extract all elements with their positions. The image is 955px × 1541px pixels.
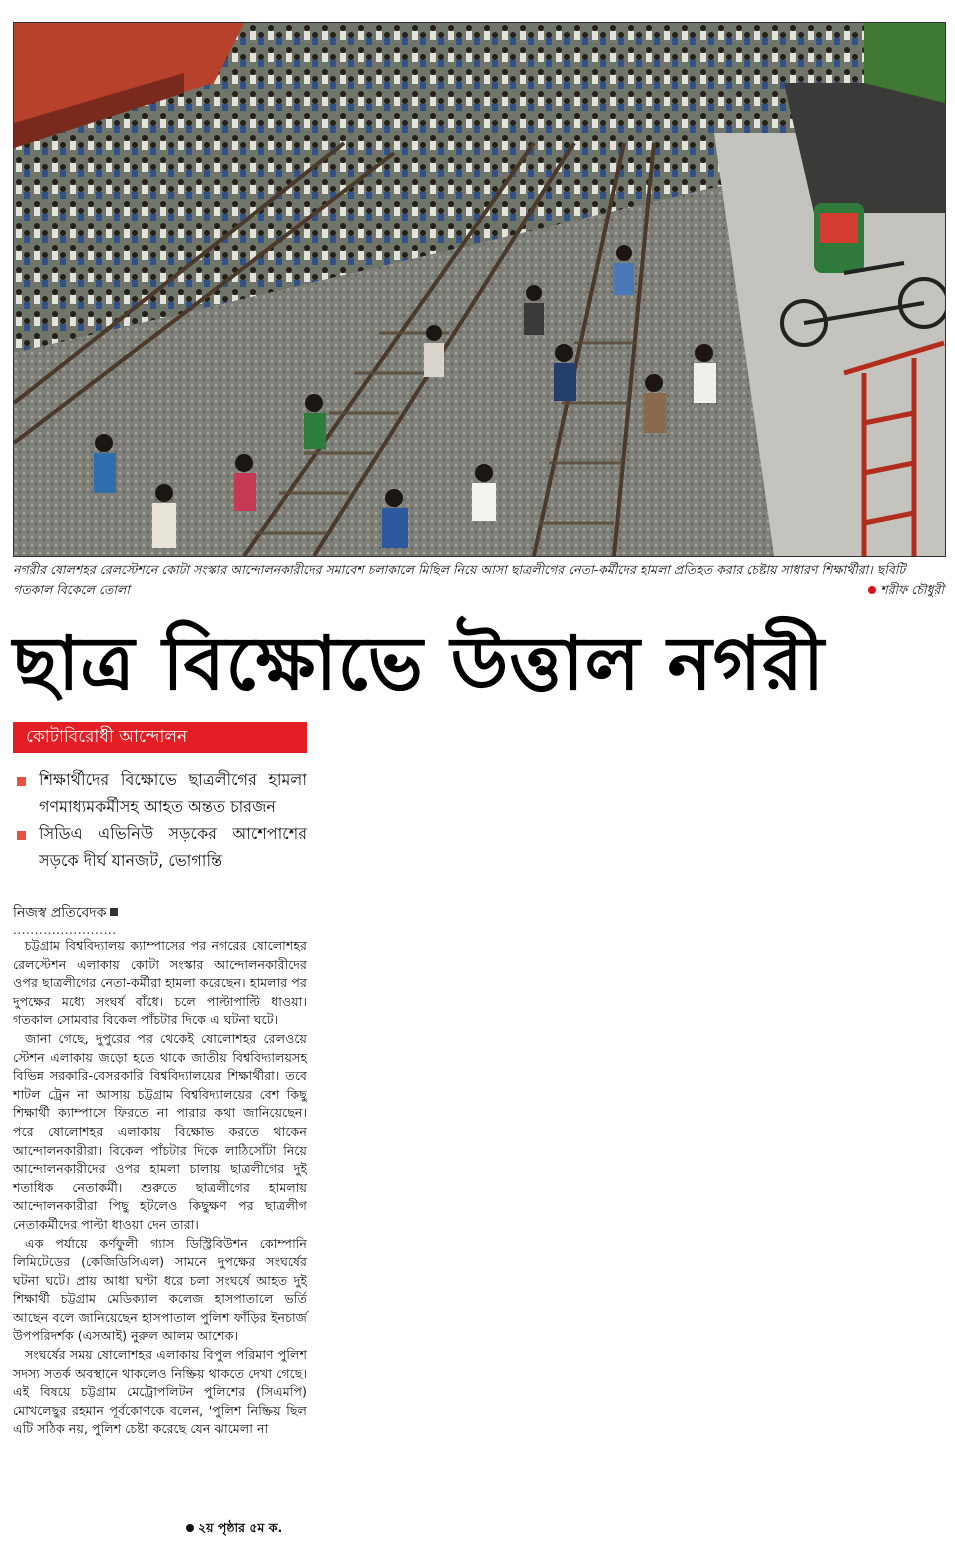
article-body [13,937,307,1439]
credit-name: শরীফ চৌধুরী [880,582,944,597]
caption-text: নগরীর ষোলশহর রেলস্টেশনে কোটা সংস্কার আন্দোলনকারীদের সমাবেশ চলাকালে মিছিল নিয়ে আসা ছাত্রলীগের নেতা-কর্মীদের হামলা প্রতিহত করার চেষ্টায় সাধারণ শিক্ষার্থীরা। ছবিটি গতকাল বিকেলে তোলা [13,562,906,597]
highlight-text: সিডিএ এভিনিউ সড়কের আশেপাশের সড়কে দীর্ঘ যানজট, ভোগান্তি [39,824,307,870]
continued-text: ২য় পৃষ্ঠার ৫ম ক. [198,1520,283,1535]
highlight-list [13,766,307,874]
topic-tag: কোটাবিরোধী আন্দোলন [13,722,307,753]
article-paragraph: এক পর্যায়ে কর্ণফুলী গ্যাস ডিস্ট্রিবিউশন কোম্পানি লিমিটেডের (কেজিডিসিএল) সামনে দুপক্ষের সংঘর্ষের ঘটনা ঘটে। প্রায় আধা ঘণ্টা ধরে চলা সংঘর্ষে আহত দুই শিক্ষার্থী চট্টগ্রাম মেডিক্যাল কলেজ হাসপাতালে ভর্তি আছেন বলে জানিয়েছেন হাসপাতাল পুলিশ ফাঁড়ির ইনচার্জ উপপরিদর্শক (এসআই) নুরুল আলম আশেক। [13,1235,307,1344]
headline: ছাত্র বিক্ষোভে উত্তাল নগরী [13,621,826,707]
byline-rule: ........................ [13,923,117,937]
bullet-square-icon [17,777,26,786]
highlight-item [13,766,307,820]
continued-jump[interactable] [186,1520,282,1540]
protest-scene-image [14,23,945,556]
highlight-item [13,820,307,874]
photo-caption [13,560,944,600]
byline-text: নিজস্ব প্রতিবেদক [13,905,107,921]
photo-credit [868,580,944,600]
byline [13,902,307,936]
bullet-square-icon [17,831,26,840]
jump-bullet-icon [186,1524,194,1532]
article-paragraph: সংঘর্ষের সময় ষোলোশহর এলাকায় বিপুল পরিমাণ পুলিশ সদস্য সতর্ক অবস্থানে থাকলেও নিষ্ক্রিয় থাকতে দেখা গেছে। এই বিষয়ে চট্টগ্রাম মেট্রোপলিটন পুলিশের (সিএমপি) মোখলেছুর রহমান পূর্বকোণকে বলেন, 'পুলিশ নিষ্ক্রিয় ছিল এটি সঠিক নয়, পুলিশ চেষ্টা করেছে যেন ঝামেলা না [13,1347,307,1437]
highlight-text: শিক্ষার্থীদের বিক্ষোভে ছাত্রলীগের হামলা গণমাধ্যমকর্মীসহ আহত অন্তত চারজন [39,770,307,816]
byline-square-icon [110,908,118,916]
credit-bullet-icon [868,586,876,594]
news-photo [13,22,946,557]
article-paragraph: জানা গেছে, দুপুরের পর থেকেই ষোলোশহর রেলওয়ে স্টেশন এলাকায় জড়ো হতে থাকে জাতীয় বিশ্ববিদ্যালয়সহ বিভিন্ন সরকারি-বেসরকারি বিশ্ববিদ্যালয়ের শিক্ষার্থীরা। তবে শাটল ট্রেন না আসায় চট্টগ্রাম বিশ্ববিদ্যালয়ের বেশ কিছু শিক্ষার্থী ক্যাম্পাসে ফিরতে না পারার কথা জানিয়েছেন। পরে ষোলোশহর এলাকায় বিক্ষোভ করতে থাকেন আন্দোলনকারীরা। বিকেল পাঁচটার দিকে লাঠিসোঁটা নিয়ে আন্দোলনকারীদের ওপর হামলা চালায় ছাত্রলীগের দুই শতাধিক নেতাকর্মী। শুরুতে ছাত্রলীগের হামলায় আন্দোলনকারীরা পিছু হটলেও কিছুক্ষণ পর ছাত্রলীগ নেতাকর্মীদের পাল্টা ধাওয়া দেন তারা। [13,1030,307,1232]
article-paragraph: চট্টগ্রাম বিশ্ববিদ্যালয় ক্যাম্পাসের পর নগরের ষোলোশহর রেলস্টেশন এলাকায় কোটা সংস্কার আন্দোলনকারীদের ওপর ছাত্রলীগের নেতা-কর্মীরা হামলা করেছেন। হামলার পর দুপক্ষের মধ্যে সংঘর্ষ বাঁধে। চলে পাল্টাপাল্টি ধাওয়া। গতকাল সোমবার বিকেল পাঁচটার দিকে এ ঘটনা ঘটে। [13,938,307,1028]
